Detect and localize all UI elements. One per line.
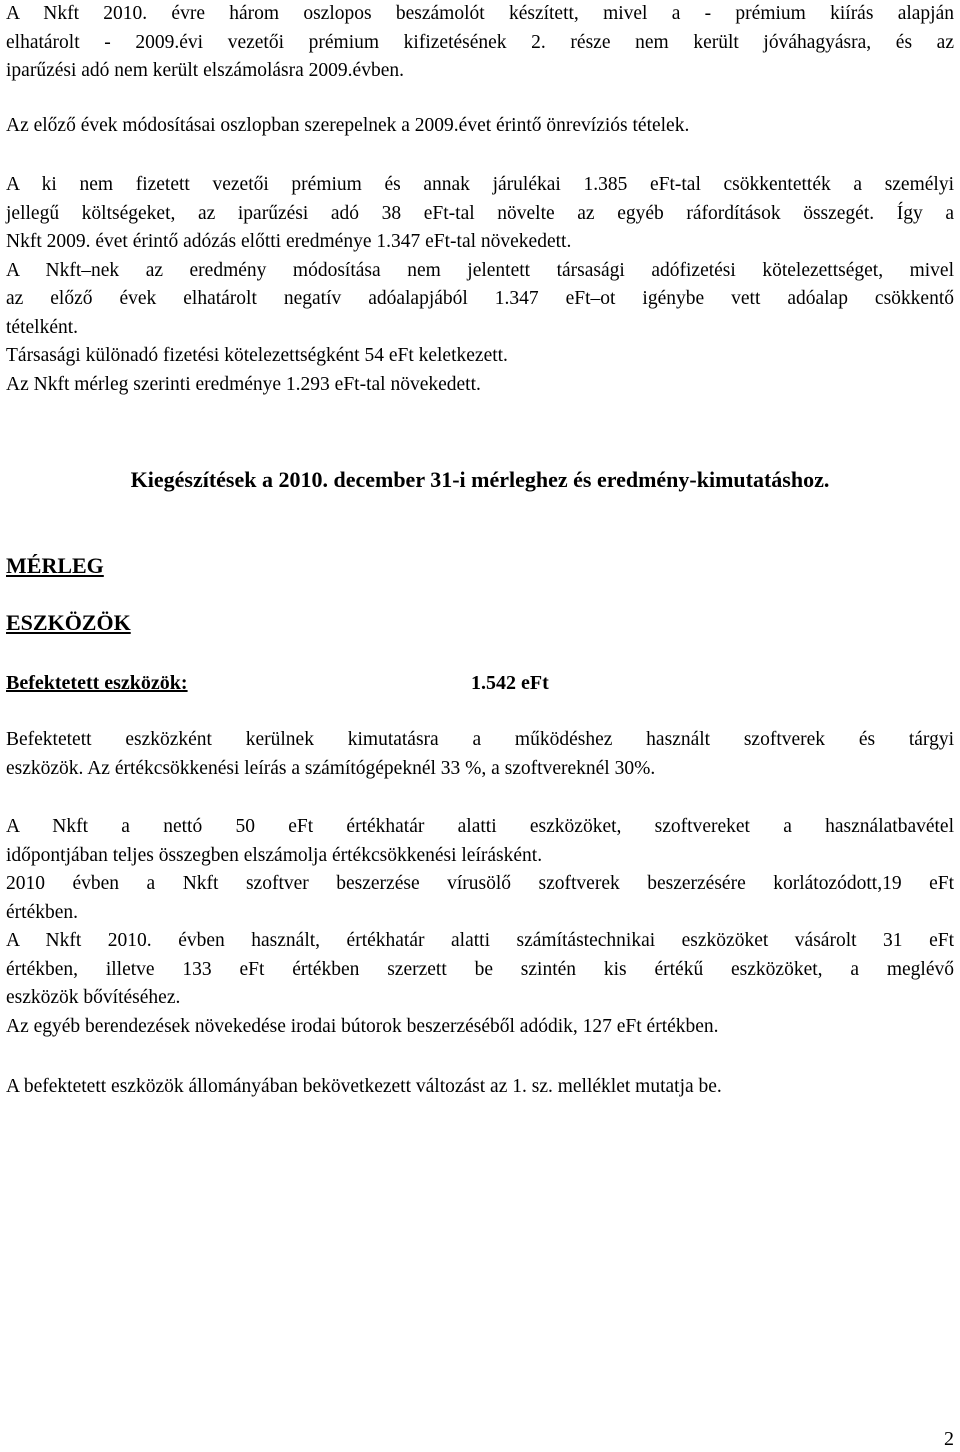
text-line: tételként. — [6, 316, 79, 338]
paragraph-appendix-reference — [6, 1073, 954, 1102]
text-line: A befektetett eszközök állományában bekövetkezett változást az 1. sz. melléklet mutatja be. — [6, 1076, 722, 1097]
paragraph-three-column-report — [6, 0, 954, 86]
text-line: iparűzési adó nem került elszámolásra 2009.évben. — [6, 60, 404, 81]
text-line: A ki nem fizetett vezetői prémium és annak járulékai 1.385 eFt-tal csökkentették a személyi — [6, 174, 954, 195]
page-number: 2 — [944, 1428, 954, 1450]
text-line: Az előző évek módosításai oszlopban szerepelnek a 2009.évet érintő önrevíziós tételek. — [6, 115, 690, 136]
text-line: A Nkft 2010. évben használt, értékhatár alatti számítástechnikai eszközöket vásárolt 31 eFt — [6, 930, 954, 951]
text-line: Társasági különadó fizetési kötelezettségként 54 eFt keletkezett. — [6, 345, 508, 366]
text-line: Nkft 2009. évet érintő adózás előtti eredménye 1.347 eFt-tal növekedett. — [6, 231, 572, 252]
paragraph-self-revision — [6, 112, 954, 141]
text-line: A Nkft–nek az eredmény módosítása nem jelentett társasági adófizetési kötelezettséget, mivel — [6, 259, 954, 281]
text-line: eszközök bővítéséhez. — [6, 987, 181, 1008]
text-line: A Nkft 2010. évre három oszlopos beszámolót készített, mivel a - prémium kiírás alapján — [6, 3, 954, 24]
text-line: elhatárolt - 2009.évi vezetői prémium kifizetésének 2. része nem került jóváhagyásra, és az — [6, 31, 954, 53]
text-line: eszközök. Az értékcsökkenési leírás a számítógépeknél 33 %, a szoftvereknél 30%. — [6, 757, 656, 779]
text-line: Befektetett eszközként kerülnek kimutatásra a működéshez használt szoftverek és tárgyi — [6, 729, 954, 750]
text-line: értékben. — [6, 901, 79, 923]
text-line: az előző évek elhatárolt negatív adóalapjából 1.347 eFt–ot igénybe vett adóalap csökkentő — [6, 288, 954, 309]
text-line: időpontjában teljes összegben elszámolja értékcsökkenési leírásként. — [6, 844, 543, 866]
section-title: Kiegészítések a 2010. december 31-i mérleghez és eredmény-kimutatáshoz. — [130, 467, 830, 492]
text-line: jellegű költségeket, az iparűzési adó 38 eFt-tal növelte az egyéb ráfordítások összegét. Így a — [6, 202, 954, 224]
eszkozok-heading: ESZKÖZÖK — [6, 610, 131, 635]
fixed-assets-label: Befektetett eszközök: — [6, 672, 188, 694]
text-line: Az Nkft mérleg szerinti eredménye 1.293 eFt-tal növekedett. — [6, 373, 481, 395]
text-line: Az egyéb berendezések növekedése irodai bútorok beszerzéséből adódik, 127 eFt értékben. — [6, 1015, 719, 1037]
text-line: értékben, illetve 133 eFt értékben szerzett be szintén kis értékű eszközöket, a meglévő — [6, 958, 954, 980]
text-line: A Nkft a nettó 50 eFt értékhatár alatti eszközöket, szoftvereket a használatbavétel — [6, 816, 954, 837]
text-line: 2010 évben a Nkft szoftver beszerzése vírusölő szoftverek beszerzésére korlátozódott,19 eFt — [6, 873, 954, 894]
paragraph-premium-effects — [6, 171, 954, 399]
paragraph-depreciation — [6, 726, 954, 783]
paragraph-low-value-assets — [6, 813, 954, 1041]
fixed-assets-amount: 1.542 eFt — [471, 672, 549, 694]
merleg-heading: MÉRLEG — [6, 553, 104, 578]
